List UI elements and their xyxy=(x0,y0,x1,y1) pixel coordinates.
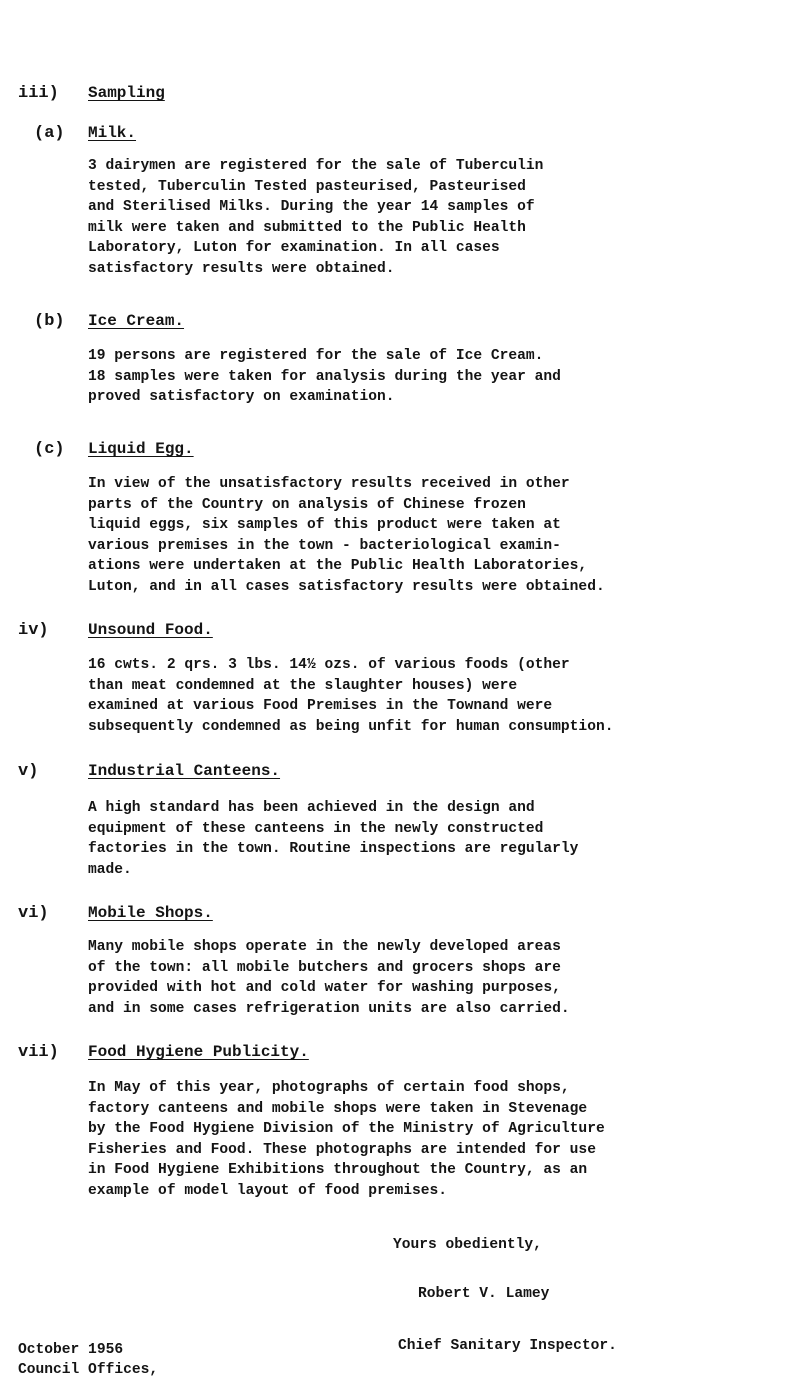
paragraph-mobile-shops xyxy=(88,937,570,1019)
paragraph-line: proved satisfactory on examination. xyxy=(88,389,395,406)
paragraph-line: Laboratory, Luton for examination. In all cases xyxy=(88,240,500,257)
paragraph-line: liquid eggs, six samples of this product were taken at xyxy=(88,517,561,534)
paragraph-line: made. xyxy=(88,861,132,878)
paragraph-line: Fisheries and Food. These photographs are intended for use xyxy=(88,1141,596,1158)
paragraph-line: by the Food Hygiene Division of the Ministry of Agriculture xyxy=(88,1121,605,1138)
section-number-v: v) xyxy=(18,762,39,781)
paragraph-unsound-food xyxy=(88,655,613,737)
paragraph-line: equipment of these canteens in the newly constructed xyxy=(88,820,544,837)
paragraph-line: and in some cases refrigeration units are also carried. xyxy=(88,1000,570,1017)
signatory-title xyxy=(398,1338,617,1354)
paragraph-line: in Food Hygiene Exhibitions throughout the Country, as an xyxy=(88,1162,588,1179)
paragraph-line: provided with hot and cold water for washing purposes, xyxy=(88,980,561,997)
signatory-title-text: Chief Sanitary Inspector. xyxy=(398,1338,617,1354)
section-heading-food-hygiene-publicity: Food Hygiene Publicity. xyxy=(88,1043,309,1061)
address-block xyxy=(18,1342,123,1358)
paragraph-line: In May of this year, photographs of certain food shops, xyxy=(88,1080,570,1096)
paragraph-line: than meat condemned at the slaughter houses) were xyxy=(88,677,518,694)
section-heading-industrial-canteens: Industrial Canteens. xyxy=(88,762,281,780)
address-line-1: Council Offices, xyxy=(18,1362,159,1378)
signatory-name xyxy=(418,1286,549,1302)
section-heading-unsound-food: Unsound Food. xyxy=(88,621,213,639)
paragraph-line: A high standard has been achieved in the design and xyxy=(88,800,535,816)
paragraph-line: 16 cwts. 2 qrs. 3 lbs. 14½ ozs. of various foods (other xyxy=(88,657,570,673)
letter-date: October 1956 xyxy=(18,1342,124,1358)
paragraph-line: 19 persons are registered for the sale of Ice Cream. xyxy=(88,348,544,364)
section-number-vii: vii) xyxy=(18,1043,59,1062)
section-heading-sampling: Sampling xyxy=(88,84,165,102)
paragraph-line: example of model layout of food premises. xyxy=(88,1182,448,1199)
subsection-number-a: (a) xyxy=(34,124,65,143)
paragraph-industrial-canteens xyxy=(88,798,578,880)
section-heading-mobile-shops: Mobile Shops. xyxy=(88,904,213,922)
paragraph-food-hygiene-publicity xyxy=(88,1078,605,1202)
paragraph-line: examined at various Food Premises in the Townand were xyxy=(88,698,553,715)
paragraph-line: milk were taken and submitted to the Public Health xyxy=(88,219,526,236)
section-number-iii: iii) xyxy=(18,84,59,103)
closing-line xyxy=(393,1237,542,1253)
paragraph-line: factories in the town. Routine inspections are regularly xyxy=(88,841,579,858)
paragraph-line: parts of the Country on analysis of Chinese frozen xyxy=(88,496,526,513)
paragraph-line: 3 dairymen are registered for the sale of Tuberculin xyxy=(88,158,544,174)
paragraph-line: Many mobile shops operate in the newly developed areas xyxy=(88,939,561,955)
subsection-number-c: (c) xyxy=(34,440,65,459)
paragraph-liquid-egg xyxy=(88,474,605,598)
paragraph-line: tested, Tuberculin Tested pasteurised, Pasteurised xyxy=(88,178,526,195)
section-number-iv: iv) xyxy=(18,621,49,640)
paragraph-line: Luton, and in all cases satisfactory results were obtained. xyxy=(88,578,605,595)
subsection-heading-liquid-egg: Liquid Egg. xyxy=(88,440,194,458)
paragraph-line: of the town: all mobile butchers and grocers shops are xyxy=(88,959,561,976)
paragraph-line: and Sterilised Milks. During the year 14 samples of xyxy=(88,199,535,216)
subsection-heading-milk: Milk. xyxy=(88,124,137,142)
paragraph-line: ations were undertaken at the Public Health Laboratories, xyxy=(88,558,588,575)
paragraph-line: various premises in the town - bacteriological examin- xyxy=(88,537,561,554)
paragraph-line: satisfactory results were obtained. xyxy=(88,260,395,277)
section-number-vi: vi) xyxy=(18,904,49,923)
paragraph-line: factory canteens and mobile shops were taken in Stevenage xyxy=(88,1100,588,1117)
paragraph-line: 18 samples were taken for analysis during the year and xyxy=(88,368,561,385)
paragraph-line: subsequently condemned as being unfit for human consumption. xyxy=(88,718,614,735)
subsection-number-b: (b) xyxy=(34,312,65,331)
paragraph-ice-cream xyxy=(88,346,561,408)
subsection-heading-ice-cream: Ice Cream. xyxy=(88,312,185,330)
address-line xyxy=(18,1362,158,1378)
paragraph-line: In view of the unsatisfactory results received in other xyxy=(88,476,570,492)
paragraph-milk xyxy=(88,156,543,280)
signatory-name-text: Robert V. Lamey xyxy=(418,1286,550,1302)
closing-text: Yours obediently, xyxy=(393,1237,542,1253)
